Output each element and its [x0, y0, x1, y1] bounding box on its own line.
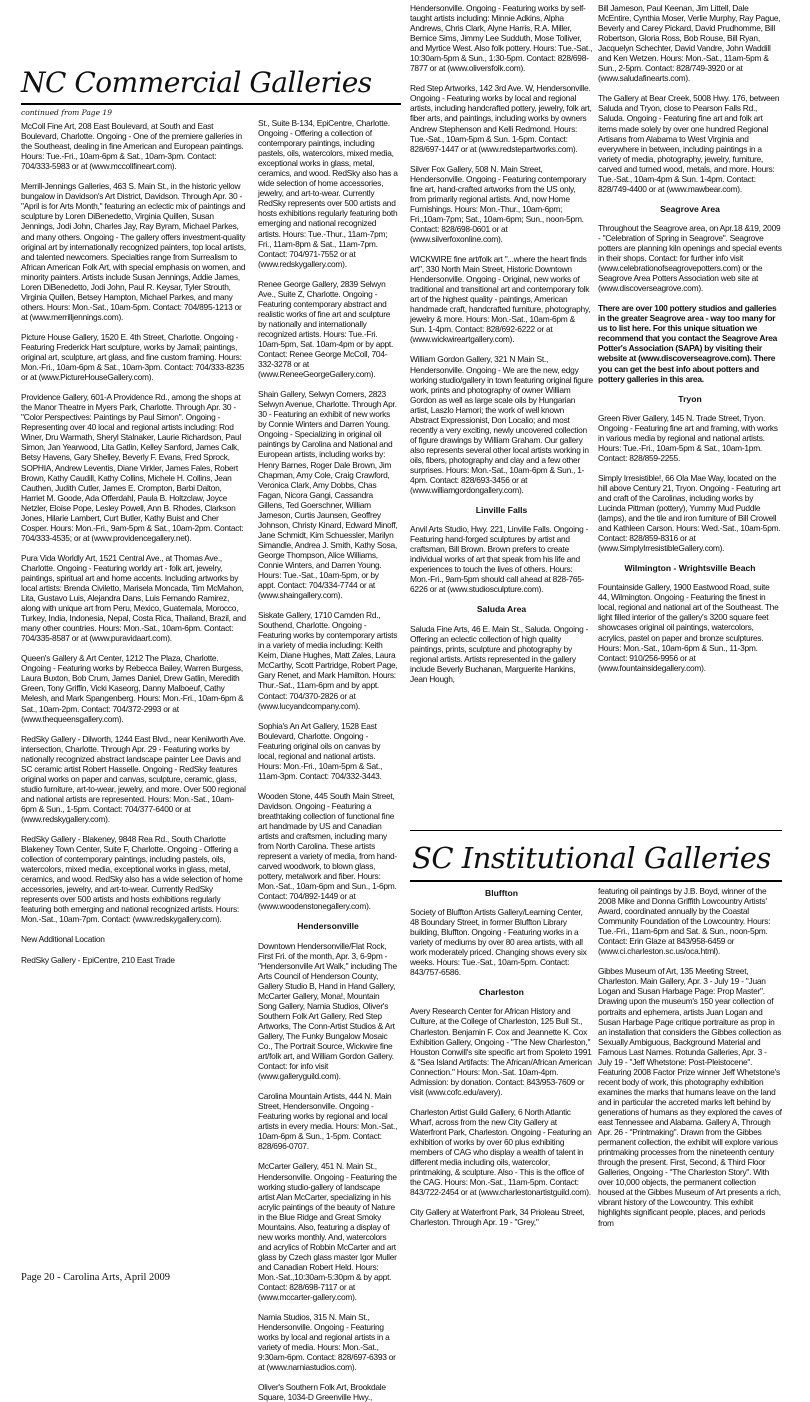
gallery-listing: Narnia Studios, 315 N. Main St., Hendersonville. Ongoing - Featuring works by local and regional artists in a variety of media. Hours: Mon.-Sat., 9:30am-6pm. Contact: 828/697-6393 or at (www.narniastudios.com).	[258, 1312, 396, 1373]
gallery-listing: Carolina Mountain Artists, 444 N. Main Street, Hendersonville. Ongoing - Featuring works by regional and local artists in every media. Hours: Mon.-Sat., 10am-6pm & Sun., 1-5pm. Contact: 828/696-0707.	[258, 1091, 398, 1152]
sc-column-2-content	[598, 886, 782, 1228]
region-heading: Charleston	[479, 987, 524, 998]
sc-column-1-content	[410, 888, 593, 1227]
gallery-listing: The Gallery at Bear Creek, 5008 Hwy. 176, between Saluda and Tryon, close to Pearson Falls Rd., Saluda. Ongoing - Featuring fine art and folk art items made solely by over one hundred Regional Artisans from Alabama to West Virginia and everywhere in between, including paintings in a variety of media, photography, jewelry, furniture, carved and turned wood, metals, and more. Hours: Tue.-Sat., 10am-4pm & Sun. 1-4pm. Contact: 828/749-4400 or at (www.mawbear.com).	[598, 93, 780, 194]
gallery-listing: William Gordon Gallery, 321 N Main St., Hendersonville. Ongoing - We are the new, edgy working studio/gallery in town featuring original figure work, prints and photography of owner William Gordon as well as large scale oils by Hungarian artist, Laszlo Hamori; the work of well known Abstract Expressionist, Don Localio; and most recently a very exciting, newly uncovered collection of figure drawings by William Graham. Our gallery also represents several other local artists working in oils, fibers, photography and clay and a few other surprises. Hours: Mon.-Sat., 10am-6pm & Sun., 1-4pm. Contact: 828/693-3456 or at (www.williamgordongallery.com).	[410, 354, 593, 496]
gallery-listing: Bill Jameson, Paul Keenan, Jim Littell, Dale McEntire, Cynthia Moser, Verlie Murphy, Ray Pague, Beverly and Carey Pickard, David Prudhomme, Bill Robertson, Gloria Ross, Bob Rouse, Bill Ryan, Jacquelyn Schechter, David Vandre, John Waddill and Ken Wetzen. Hours: Mon.-Sat., 11am-5pm & Sun., 2-5pm. Contact: 828/749-3920 or at (www.saludafinearts.com).	[598, 3, 781, 84]
note-paragraph: There are over 100 pottery studios and galleries in the greater Seagrove area - way too many for us to list here. For this unique situation we recommend that you contact the Seagrove Area Potter's Association (SAPA) by visiting their website at (www.discoverseagrove.com). There you can get the best info about potters and pottery galleries in this area.	[598, 303, 778, 384]
gallery-listing: Merrill-Jennings Galleries, 463 S. Main St., in the historic yellow bungalow in Davidson's Art District, Davidson. Through Apr. 30 - "April is for Arts Month," featuring an eclectic mix of paintings and sculpture by Loren DiBenedetto, Virginia Quillen, Susan Jennings, Jodi John, Charles Jay, Ray Byram, Michael Parkes, and many others. Ongoing - The gallery offers investment-quality original art by internationally recognized painters, top local artists, and talented newcomers. Specialties range from Surrealism to African American Folk Art, with special emphasis on women, and minority painters. Artists include Susan Jennings, Addie James, Loren DiBenedetto, Jodi John, Paul R. Keysar, Tyler Strouth, Virginia Quillen, Betsey Hampton, Michael Parkes, and many others. Hours: Mon.-Sat., 10am-5pm. Contact: 704/895-1213 or at (www.merrilljennings.com).	[21, 181, 246, 322]
column-2-content	[258, 118, 398, 1402]
gallery-listing: Sophia's An Art Gallery, 1528 East Boulevard, Charlotte. Ongoing - Featuring original oils on canvas by local, regional and national artists. Hours: Mon.-Fri., 10am-5pm & Sat., 11am-3pm. Contact: 704/332-3443.	[258, 720, 383, 781]
nc-section-title: NC Commercial Galleries	[21, 66, 372, 99]
gallery-listing: New Additional Location	[21, 934, 105, 945]
gallery-listing: Queen's Gallery & Art Center, 1212 The Plaza, Charlotte. Ongoing - Featuring works by Rebecca Bailey, Warren Burgess, Laura Buxton, Bob Crum, James Daniel, Drew Gatlin, Meredith Green, Tony Griffin, Vicki Kaseorg, Danny Malboeuf, Cathy Melesh, and Mark Spangenberg. Hours: Mon.-Fri., 10am-6pm & Sat., 10am-2pm. Contact: 704/372-2993 or at (www.thequeensgallery.com).	[21, 653, 244, 724]
gallery-listing: Saluda Fine Arts, 46 E. Main St., Saluda. Ongoing - Offering an eclectic collection of high quality paintings, prints, sculpture and photography by regional artists. Artists represented in the gallery include Beverly Buchanan, Marguerite Hankins, Jean Hough,	[410, 623, 589, 684]
column-1	[21, 108, 247, 1260]
region-heading: Bluffton	[485, 888, 518, 898]
column-4-content	[598, 3, 782, 673]
gallery-listing: Anvil Arts Studio, Hwy. 221, Linville Falls. Ongoing - Featuring hand-forged sculptures by artist and craftsman, Bill Brown. Brown prefers to create individual works of art that speak from his life and experiences to touch the lives of others. Hours: Mon.-Fri., 9am-5pm should call ahead at 828-765-6226 or at (www.studiosculpture.com).	[410, 524, 589, 595]
gallery-listing: Hendersonville. Ongoing - Featuring works by self-taught artists including: Minnie Adkins, Alpha Andrews, Chris Clark, Alyne Harris, R.A. Miller, Bernice Sims, Jimmy Lee Sudduth, Mose Tolliver, and Myrtice West. Also folk pottery. Hours: Tue.-Sat., 10:30am-5pm & Sun., 1:30-5pm. Contact: 828/698-7877 or at (www.oliversfolk.com).	[410, 3, 593, 74]
gallery-listing: RedSky Gallery - Dilworth, 1244 East Blvd., near Kenilworth Ave. intersection, Charlotte. Through Apr. 29 - Featuring works by nationally recognized abstract landscape painter Lee Davis and SC ceramic artist Robert Hasselle. Ongoing - RedSky features original works on paper and canvas, sculpture, ceramic, glass, studio furniture, art-to-wear, jewelry, and more. Over 500 regional and national artists are represented. Hours: Mon.-Sat., 10am-6pm & Sun., 1-5pm. Contact: 704/377-6400 or at (www.redskygallery.com).	[21, 733, 246, 824]
gallery-listing: Throughout the Seagrove area, on Apr.18 &19, 2009 - "Celebration of Spring in Seagrove". Seagrove potters are planning kiln openings and special events in their shops. Contact: for further info visit (www.celebrationofseagrovepotters.com) or the Seagrove Area Potters Association web site at (www.discoverseagrove.com).	[598, 222, 782, 294]
gallery-listing: Green River Gallery, 145 N. Trade Street, Tryon. Ongoing - Featuring fine art and framing, with works in various media by regional and national artists. Hours: Tue.-Fri., 10am-5pm & Sat., 10am-1pm. Contact: 828/859-2255.	[598, 412, 778, 463]
gallery-listing: Shain Gallery, Selwyn Corners, 2823 Selwyn Avenue, Charlotte. Through Apr. 30 - Featuring an exhibit of new works by Connie Winters and Darren Young. Ongoing - Specializing in original oil paintings by Carolina and National and European artists, including works by: Henry Barnes, Roger Dale Brown, Jim Chapman, Amy Cole, Craig Crawford, Veronica Clark, Amy Dobbs, Chas Fagan, Nicora Gangi, Cassandra Gillens, Ted Goerschner, William Jameson, Curtis Jaunsen, Geoffrey Johnson, Christy Kinard, Edward Minoff, Jane Schmidt, Kim Schuessler, Marilyn Simandle, Andrea J. Smith, Kathy Sosa, George Thompson, Alice Williams, Connie Winters, and Darren Young. Hours: Tue.-Sat., 10am-5pm, or by appt. Contact: 704/334-7744 or at (www.shaingallery.com).	[258, 389, 398, 601]
sc-title-rule	[410, 880, 782, 882]
gallery-listing: Downtown Hendersonville/Flat Rock, First Fri. of the month, Apr. 3, 6-9pm - "Hendersonville Art Walk," including The Arts Council of Henderson County, Gallery Studio B, Hand in Hand Gallery, McCarter Gallery, Mona!, Mountain Song Gallery, Narnia Studios, Oliver's Southern Folk Art Gallery, Red Step Artworks, The Conn-Artist Studios & Art Gallery, The Funky Bungalow Mosaic Co., The Portrait Source, Wickwire fine art/folk art, and William Gordon Gallery. Contact: for info visit (www.galleryguild.com).	[258, 940, 397, 1082]
gallery-listing: McColl Fine Art, 208 East Boulevard, at South and East Boulevard, Charlotte. Ongoing - One of the premiere galleries in the Southeast, dealing in fine American and European paintings. Hours: Tue.-Fri., 10am-6pm & Sat., 10am-3pm. Contact: 704/333-5983 or at (www.mccollfineart.com).	[21, 121, 244, 172]
gallery-listing: Avery Research Center for African History and Culture, at the College of Charleston, 125 Bull St., Charleston. Benjamin F. Cox and Jeannette K. Cox Exhibition Gallery, Ongoing - "The New Charleston," Houston Conwill's site specific art from Spoleto 1991 & "Sea Island Artifacts: The African/African American Connection." Hours: Mon.-Sat. 10am-4pm. Admission: by donation. Contact: 843/953-7609 or visit (www.cofc.edu/avery).	[410, 1006, 592, 1097]
gallery-listing: Siskate Gallery, 1710 Camden Rd., Southend, Charlotte. Ongoing - Featuring works by contemporary artists in a variety of media including: Keith Keim, Diane Hughes, Matt Zales, Laura McCarthy, Scott Partridge, Robert Page, Gary Renet, and Mark Hamilton. Hours: Thur.-Sat., 11am-6pm and by appt. Contact: 704/370-2826 or at (www.lucyandcompany.com).	[258, 610, 398, 711]
gallery-listing: Wooden Stone, 445 South Main Street, Davidson. Ongoing - Featuring a breathtaking collection of functional fine art handmade by US and Canadian artists and craftsmen, including many from North Carolina. These artists represent a variety of media, from hand-carved woodwork, to blown glass, pottery, metalwork and fiber. Hours: Mon.-Sat., 10am-6pm and Sun., 1-6pm. Contact: 704/892-1449 or at (www.woodenstonegallery.com).	[258, 790, 397, 912]
gallery-listing: RedSky Gallery - Blakeney, 9848 Rea Rd., South Charlotte Blakeney Town Center, Suite F, Charlotte. Ongoing - Offering a collection of contemporary paintings, including pastels, oils, watercolors, mixed media, exceptional works in glass, metal, ceramics, and wood. RedSky also has a wide selection of home accessories, jewelry, and art-to-wear. Currently RedSky represents over 500 artists and hosts exhibitions regularly featuring both emerging and national recognized artists. Hours: Mon.-Sat., 10am-7pm. Contact: (www.redskygallery.com).	[21, 834, 243, 925]
gallery-listing: Red Step Artworks, 142 3rd Ave. W, Hendersonville. Ongoing - Featuring works by local and regional artists, including handcrafted pottery, jewelry, folk art, fiber arts, and paintings, including works by owners Andrew Stephenson and Kelli Redmond. Hours: Tue.-Sat., 10am-5pm & Sun. 1-5pm. Contact: 828/697-1447 or at (www.redstepartworks.com).	[410, 83, 592, 154]
sc-section-title: SC Institutional Galleries	[412, 841, 771, 875]
gallery-listing: Renee George Gallery, 2839 Selwyn Ave., Suite Z, Charlotte. Ongoing - Featuring contemporary abstract and realistic works of fine art and sculpture by nationally and internationally recognized artists. Hours: Tue.-Fri. 10am-5pm, Sat. 10am-4pm or by appt. Contact: Renee George McColl, 704-332-3278 or at (www.ReneeGeorgeGallery.com).	[258, 278, 394, 380]
gallery-listing: Charleston Artist Guild Gallery, 6 North Atlantic Wharf, across from the new City Gallery at Waterfront Park, Charleston. Ongoing - Featuring an exhibition of works by over 60 plus exhibiting members of CAG who display a wealth of talent in different media including oils, watercolor, printmaking, & sculpture. Also - This is the office of the CAG. Hours: Mon.-Sat., 11am-5pm. Contact: 843/722-2454 or at (www.charlestonartistguild.com).	[410, 1106, 592, 1198]
gallery-listing: Fountainside Gallery, 1900 Eastwood Road, suite 44, Wilmington. Ongoing - Featuring the finest in local, regional and national art of the Southeast. The light filled interior of the gallery's 3200 square feet showcases original oil paintings, watercolors, acrylics, pastel on paper and bronze sculptures. Hours: Mon.-Sat., 10am-6pm & Sun., 11-3pm. Contact: 910/256-9956 or at (www.fountainsidegallery.com).	[598, 582, 779, 673]
gallery-listing: McCarter Gallery, 451 N. Main St., Hendersonville. Ongoing - Featuring the working studio-gallery of landscape artist Alan McCarter, specializing in his acrylic paintings of the beauty of Nature in the Blue Ridge and Great Smoky Mountains. Also, featuring a display of new works monthly. And, watercolors and acrylics of Robbin McCarter and art glass by Czech glass master Igor Muller and Canadian Robert Held. Hours: Mon.-Sat.,10:30am-5:30pm & by appt. Contact: 828/698-7117 or at (www.mccarter-gallery.com).	[258, 1161, 397, 1303]
region-heading: Saluda Area	[476, 604, 527, 615]
column-1-content	[21, 121, 247, 965]
gallery-listing: St., Suite B-134, EpiCentre, Charlotte. Ongoing - Offering a collection of contemporary paintings, including pastels, oils, watercolors, mixed media, exceptional works in glass, metal, ceramics, and wood. RedSky also has a wide selection of home accessories, jewelry, and art-to-wear. Currently RedSky represents over 500 artists and hosts exhibitions regularly featuring both emerging and national recognized artists. Hours: Tue.-Thur., 11am-7pm; Fri., 11am-8pm & Sat., 11am-7pm. Contact: 704/971-7552 or at (www.redskygallery.com).	[258, 118, 398, 269]
column-3	[410, 3, 593, 828]
gallery-listing: Pura Vida Worldly Art, 1521 Central Ave., at Thomas Ave., Charlotte. Ongoing - Featuring worldy art - folk art, jewelry, paintings, spiritual art and home accents. Including artworks by local artists: Brenda Civiletto, Marisela Moncada, Tim McMahon, Lita, Gustavo Luis, Alejandra Dans, Luis Fernando Ramirez, along with unique art from Peru, Mexico, Guatemala, Morocco, Turkey, India, Indonesia, Nepal, Costa Rica, Thailand, Brazil, and many other countries. Hours: Mon.-Sat., 10am-6pm. Contact: 704/335-8587 or at (www.puravidaart.com).	[21, 552, 246, 644]
sc-title-top-rule	[410, 830, 782, 831]
gallery-listing: Society of Bluffton Artists Gallery/Learning Center, 48 Boundary Street, in former Bluffton Library building, Bluffton. Ongoing - Featuring works in a variety of mediums by over 80 area artists, with all work moderately priced. Changing shows every six weeks. Hours: Tue.-Sat., 10am-5pm. Contact: 843/757-6586.	[410, 907, 587, 978]
region-heading: Wilmington - Wrightsville Beach	[624, 563, 756, 574]
region-heading: Seagrove Area	[660, 203, 720, 214]
gallery-listing: RedSky Gallery - EpiCentre, 210 East Trade	[21, 954, 175, 965]
region-heading: Hendersonville	[297, 921, 359, 932]
gallery-listing: Oliver's Southern Folk Art, Brookdale Square, 1034-D Greenville Hwy.,	[258, 1382, 386, 1402]
gallery-listing: Gibbes Museum of Art, 135 Meeting Street, Charleston. Main Gallery, Apr. 3 - July 19 - "Juan Logan and Susan Harbage Page: Prop Master". Drawing upon the museum's 150 year collection of portraits and ephemera, artists Juan Logan and Susan Harbage Page critique portraiture as prop in an installation that considers the Gibbes collection as Sexually Ambiguous, Background Material and Famous Last Names. Rotunda Galleries, Apr. 3 - July 19 - "Jeff Whetstone: Post-Pleistocene". Featuring 2008 Factor Prize winner Jeff Whetstone's recent body of work, this photography exhibition examines the marks that humans leave on the land and in particular the accreted marks left behind by generations of humans as they explored the caves of east Tennessee and Alabama. Gallery A, Through Apr. 26 - "Printmaking". Drawn from the Gibbes permanent collection, the exhibit will explore various printmaking processes from the nineteenth century through the present. First, Second, & Third Floor Galleries, Ongoing - "The Charleston Story". With over 10,000 objects, the permanent collection housed at the Gibbes Museum of Art presents a rich, vibrant history of the Lowcountry. This exhibit highlights significant people, places, and periods from	[598, 966, 782, 1228]
gallery-listing: Providence Gallery, 601-A Providence Rd., among the shops at the Manor Theatre in Myers Park, Charlotte. Through Apr. 30 - "Color Perspectives: Paintings by Paul Simon". Ongoing - Representing over 40 local and regional artists including: Rod Winer, Dru Warmath, Sheryl Stalnaker, Laurie Richardson, Paul Simon, Jan Yearwood, Lita Gatlin, Kelley Sanford, James Calk, Betsy Havens, Gary Shelley, Beverly F. Evans, Fred Sprock, SOPHIA, Andrew Leventis, Diane Virkler, James Fales, Robert Brown, Kathy Caudill, Kathy Collins, Michele H. Collins, Jean Cauthen, Judith Cutler, James E. Crompton, Barbi Dalton, Harriet M. Goode, Ada Offerdahl, Paula B. Holtzclaw, Joyce Netzler, Eloise Pope, Lesley Powell, Ann B. Rhodes, Clarkson Jones, Hilarie Lambert, Curt Butler, Kathy Buist and Cher Cosper. Hours: Mon.-Fri., 9am-5pm & Sat., 10am-2pm. Contact: 704/333-4535; or at (www.providencegallery.net).	[21, 392, 244, 543]
sc-column-1	[410, 886, 593, 1286]
gallery-listing: featuring oil paintings by J.B. Boyd, winner of the 2008 Mike and Donna Griffith Lowcountry Artists' Award, coordinated annually by the Coastal Community Foundation of the Lowcountry. Hours: Tue.-Fri., 11am-6pm and Sat. & Sun., noon-5pm. Contact: Erin Glaze at 843/958-6459 or (www.ci.charleston.sc.us/oca.html).	[598, 886, 771, 957]
gallery-listing: City Gallery at Waterfront Park, 34 Prioleau Street, Charleston. Through Apr. 19 - "Grey,"	[410, 1207, 585, 1228]
gallery-listing: Simply Irresistible!, 66 Ola Mae Way, located on the hill above Century 21, Tryon. Ongoing - Featuring art and craft of the Carolinas, including works by Lucinda Pittman (pottery), Yummy Mud Puddle (lamps), and the tile and iron furniture of Bill Crowell and Kathleen Carson. Hours: Wed.-Sat., 10am-5pm. Contact: 828/859-8316 or at (www.SimplyIrresistibleGallery.com).	[598, 472, 781, 554]
region-heading: Linville Falls	[475, 505, 528, 516]
nc-title-rule	[21, 103, 401, 105]
column-3-content	[410, 3, 593, 684]
gallery-listing: Picture House Gallery, 1520 E. 4th Street, Charlotte. Ongoing - Featuring Frederick Hart sculpture, works by Jamali; paintings, original art, sculpture, art glass, and fine custom framing. Hours: Mon.-Fri., 10am-6pm & Sat., 10am-3pm. Contact: 704/333-8235 or at (www.PictureHouseGallery.com).	[21, 331, 245, 383]
page-footer: Page 20 - Carolina Arts, April 2009	[21, 1272, 171, 1283]
gallery-listing: Silver Fox Gallery, 508 N. Main Street, Hendersonville. Ongoing - Featuring contemporary fine art, hand-crafted artworks from the US only, from primarily regional artists. And, now Home Furnishings. Hours: Mon.-Thur., 10am-6pm; Fri.,10am-7pm; Sat., 10am-6pm; Sun., noon-5pm. Contact: 828/698-0601 or at (www.silverfoxonline.com).	[410, 163, 587, 244]
region-heading: Tryon	[678, 393, 702, 404]
column-2	[258, 118, 398, 1402]
gallery-listing: WICKWIRE fine art/folk art "...where the heart finds art", 330 North Main Street, Historic Downtown Hendersonville. Ongoing - Original, new works of traditional and transitional art and contemporary folk art of the highest quality - paintings, American handmade craft, handcrafted furniture, photography, jewelry & more. Hours: Mon.-Sat., 10am-6pm & Sun. 1-4pm. Contact: 828/692-6222 or at (www.wickwireartgallery.com).	[410, 254, 591, 345]
continued-note: continued from Page 19	[21, 108, 112, 117]
sc-column-2	[598, 886, 782, 1286]
column-4	[598, 3, 782, 828]
